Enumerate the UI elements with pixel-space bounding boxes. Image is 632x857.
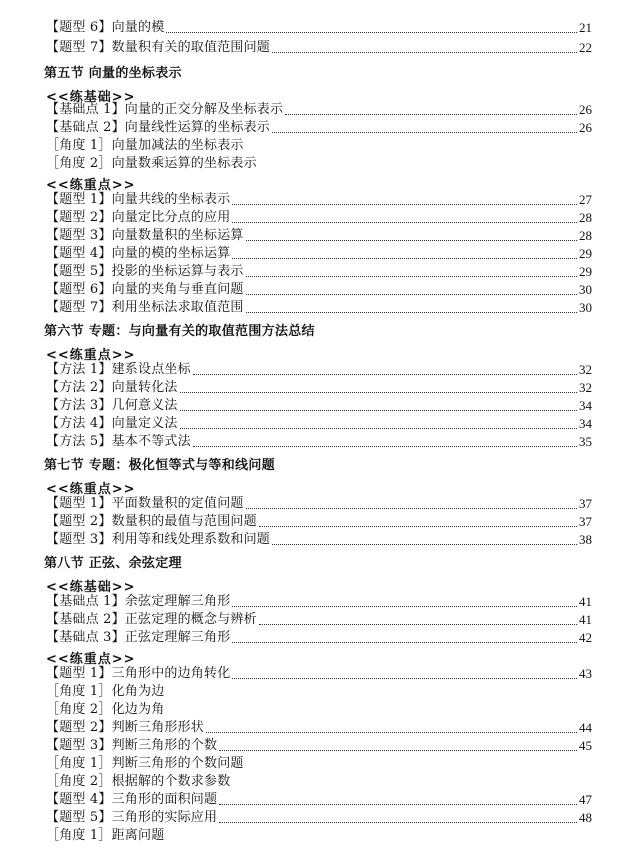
toc-entry[interactable]: [46, 360, 592, 378]
toc-entry[interactable]: [46, 226, 592, 244]
dot-leader: [232, 605, 577, 607]
toc-page-number: 35: [579, 434, 592, 449]
toc-page-number: 26: [579, 120, 592, 135]
dot-leader: [272, 543, 577, 545]
toc-entry[interactable]: [46, 190, 592, 208]
toc-page-number: 22: [579, 40, 592, 55]
toc-subentry[interactable]: [46, 136, 592, 154]
toc-entry[interactable]: [46, 100, 592, 118]
dot-leader: [246, 239, 577, 241]
toc-entry-title: 【题型 3】向量数量积的坐标运算: [46, 228, 244, 243]
toc-subentry[interactable]: [46, 826, 592, 844]
toc-entry-title: 【方法 2】向量转化法: [46, 380, 178, 395]
dot-leader: [259, 623, 577, 625]
section-heading: 第五节 向量的坐标表示: [44, 66, 182, 81]
toc-entry-title: 【方法 3】几何意义法: [46, 398, 178, 413]
section-heading: 第六节 专题：与向量有关的取值范围方法总结: [44, 324, 315, 339]
toc-page-number: 44: [579, 720, 592, 735]
toc-entry[interactable]: [46, 664, 592, 682]
toc-entry-title: 【方法 1】建系设点坐标: [46, 362, 191, 377]
toc-entry[interactable]: [46, 262, 592, 280]
toc-entry-title: 【题型 7】利用坐标法求取值范围: [46, 300, 244, 315]
toc-page-number: 38: [579, 532, 592, 547]
toc-entry[interactable]: [46, 118, 592, 136]
subsection-label: <<练重点>>: [46, 178, 136, 193]
dot-leader: [219, 749, 577, 751]
toc-page-number: 45: [579, 738, 592, 753]
toc-entry-title: 【题型 6】向量的模: [46, 20, 165, 35]
dot-leader: [232, 203, 577, 205]
toc-page-number: 42: [579, 630, 592, 645]
dot-leader: [180, 409, 577, 411]
toc-entry-title: 【题型 7】数量积有关的取值范围问题: [46, 40, 271, 55]
toc-entry[interactable]: [46, 378, 592, 396]
toc-entry[interactable]: [46, 396, 592, 414]
toc-page-number: 26: [579, 102, 592, 117]
toc-subentry[interactable]: [46, 700, 592, 718]
toc-entry-title: ［角度 1］距离问题: [46, 828, 165, 843]
dot-leader: [180, 391, 577, 393]
toc-entry[interactable]: [46, 38, 592, 56]
dot-leader: [259, 525, 577, 527]
toc-entry-title: ［角度 2］根据解的个数求参数: [46, 774, 231, 789]
dot-leader: [285, 113, 577, 115]
toc-entry-title: 【基础点 3】正弦定理解三角形: [46, 630, 231, 645]
toc-entry-title: 【题型 1】三角形中的边角转化: [46, 666, 231, 681]
toc-entry[interactable]: [46, 208, 592, 226]
dot-leader: [232, 221, 577, 223]
toc-entry[interactable]: [46, 808, 592, 826]
toc-entry-title: 【基础点 1】向量的正交分解及坐标表示: [46, 102, 284, 117]
toc-entry-title: 【题型 5】投影的坐标运算与表示: [46, 264, 244, 279]
toc-entry[interactable]: [46, 414, 592, 432]
toc-page-number: 47: [579, 792, 592, 807]
toc-entry-title: 【题型 3】利用等和线处理系数和问题: [46, 532, 271, 547]
toc-entry-title: 【基础点 1】余弦定理解三角形: [46, 594, 231, 609]
toc-subentry[interactable]: [46, 682, 592, 700]
toc-entry[interactable]: [46, 494, 592, 512]
toc-entry-title: 【题型 1】向量共线的坐标表示: [46, 192, 231, 207]
toc-page-number: 28: [579, 228, 592, 243]
toc-page-number: 34: [579, 398, 592, 413]
dot-leader: [232, 641, 577, 643]
toc-entry-title: 【题型 1】平面数量积的定值问题: [46, 496, 244, 511]
toc-entry-title: 【题型 5】三角形的实际应用: [46, 810, 218, 825]
dot-leader: [219, 803, 577, 805]
toc-entry-title: 【题型 4】三角形的面积问题: [46, 792, 218, 807]
dot-leader: [232, 257, 577, 259]
toc-page-number: 43: [579, 666, 592, 681]
toc-entry-title: 【基础点 2】向量线性运算的坐标表示: [46, 120, 271, 135]
toc-page-number: 30: [579, 300, 592, 315]
toc-page-number: 28: [579, 210, 592, 225]
toc-entry-title: ［角度 2］向量数乘运算的坐标表示: [46, 156, 257, 171]
toc-page-number: 30: [579, 282, 592, 297]
dot-leader: [246, 311, 577, 313]
dot-leader: [232, 677, 577, 679]
toc-entry[interactable]: [46, 512, 592, 530]
dot-leader: [180, 427, 577, 429]
toc-entry-title: 【题型 4】向量的模的坐标运算: [46, 246, 231, 261]
dot-leader: [272, 51, 577, 53]
toc-page-number: 37: [579, 496, 592, 511]
toc-entry-title: ［角度 2］化边为角: [46, 702, 165, 717]
toc-entry-title: 【题型 2】向量定比分点的应用: [46, 210, 231, 225]
dot-leader: [246, 293, 577, 295]
toc-page-number: 41: [579, 594, 592, 609]
toc-subentry[interactable]: [46, 754, 592, 772]
toc-entry[interactable]: [46, 790, 592, 808]
toc-entry-title: ［角度 1］判断三角形的个数问题: [46, 756, 244, 771]
toc-page-number: 29: [579, 264, 592, 279]
dot-leader: [219, 821, 577, 823]
toc-subentry[interactable]: [46, 772, 592, 790]
toc-page-number: 37: [579, 514, 592, 529]
section-heading: 第七节 专题：极化恒等式与等和线问题: [44, 458, 275, 473]
dot-leader: [272, 131, 577, 133]
toc-entry[interactable]: [46, 298, 592, 316]
toc-entry-title: 【方法 4】向量定义法: [46, 416, 178, 431]
dot-leader: [193, 445, 577, 447]
toc-entry[interactable]: [46, 610, 592, 628]
toc-entry[interactable]: [46, 718, 592, 736]
toc-entry[interactable]: [46, 244, 592, 262]
toc-page-number: 29: [579, 246, 592, 261]
toc-entry-title: ［角度 1］化角为边: [46, 684, 165, 699]
toc-subentry[interactable]: [46, 154, 592, 172]
dot-leader: [246, 507, 577, 509]
subsection-label: <<练重点>>: [46, 652, 136, 667]
toc-page-number: 41: [579, 612, 592, 627]
toc-page-number: 34: [579, 416, 592, 431]
subsection-label: <<练基础>>: [46, 580, 136, 595]
toc-entry-title: 【题型 6】向量的夹角与垂直问题: [46, 282, 244, 297]
toc-entry-title: 【题型 2】判断三角形形状: [46, 720, 205, 735]
toc-page-number: 32: [579, 380, 592, 395]
toc-page-number: 32: [579, 362, 592, 377]
section-heading: 第八节 正弦、余弦定理: [44, 556, 182, 571]
toc-entry[interactable]: [46, 736, 592, 754]
toc-page-number: 27: [579, 192, 592, 207]
subsection-label: <<练基础>>: [46, 90, 136, 105]
dot-leader: [206, 731, 577, 733]
toc-entry-title: 【题型 2】数量积的最值与范围问题: [46, 514, 257, 529]
toc-entry-title: 【题型 3】判断三角形的个数: [46, 738, 218, 753]
dot-leader: [246, 275, 577, 277]
toc-entry[interactable]: [46, 592, 592, 610]
toc-page-number: 21: [579, 20, 592, 35]
toc-entry-title: 【基础点 2】正弦定理的概念与辨析: [46, 612, 257, 627]
toc-entry[interactable]: [46, 530, 592, 548]
toc-entry[interactable]: [46, 628, 592, 646]
dot-leader: [193, 373, 577, 375]
dot-leader: [166, 31, 577, 33]
toc-entry[interactable]: [46, 432, 592, 450]
toc-entry[interactable]: [46, 280, 592, 298]
subsection-label: <<练重点>>: [46, 482, 136, 497]
toc-page-number: 48: [579, 810, 592, 825]
toc-entry-title: ［角度 1］向量加减法的坐标表示: [46, 138, 244, 153]
toc-entry-title: 【方法 5】基本不等式法: [46, 434, 191, 449]
toc-entry[interactable]: [46, 18, 592, 36]
subsection-label: <<练重点>>: [46, 348, 136, 363]
